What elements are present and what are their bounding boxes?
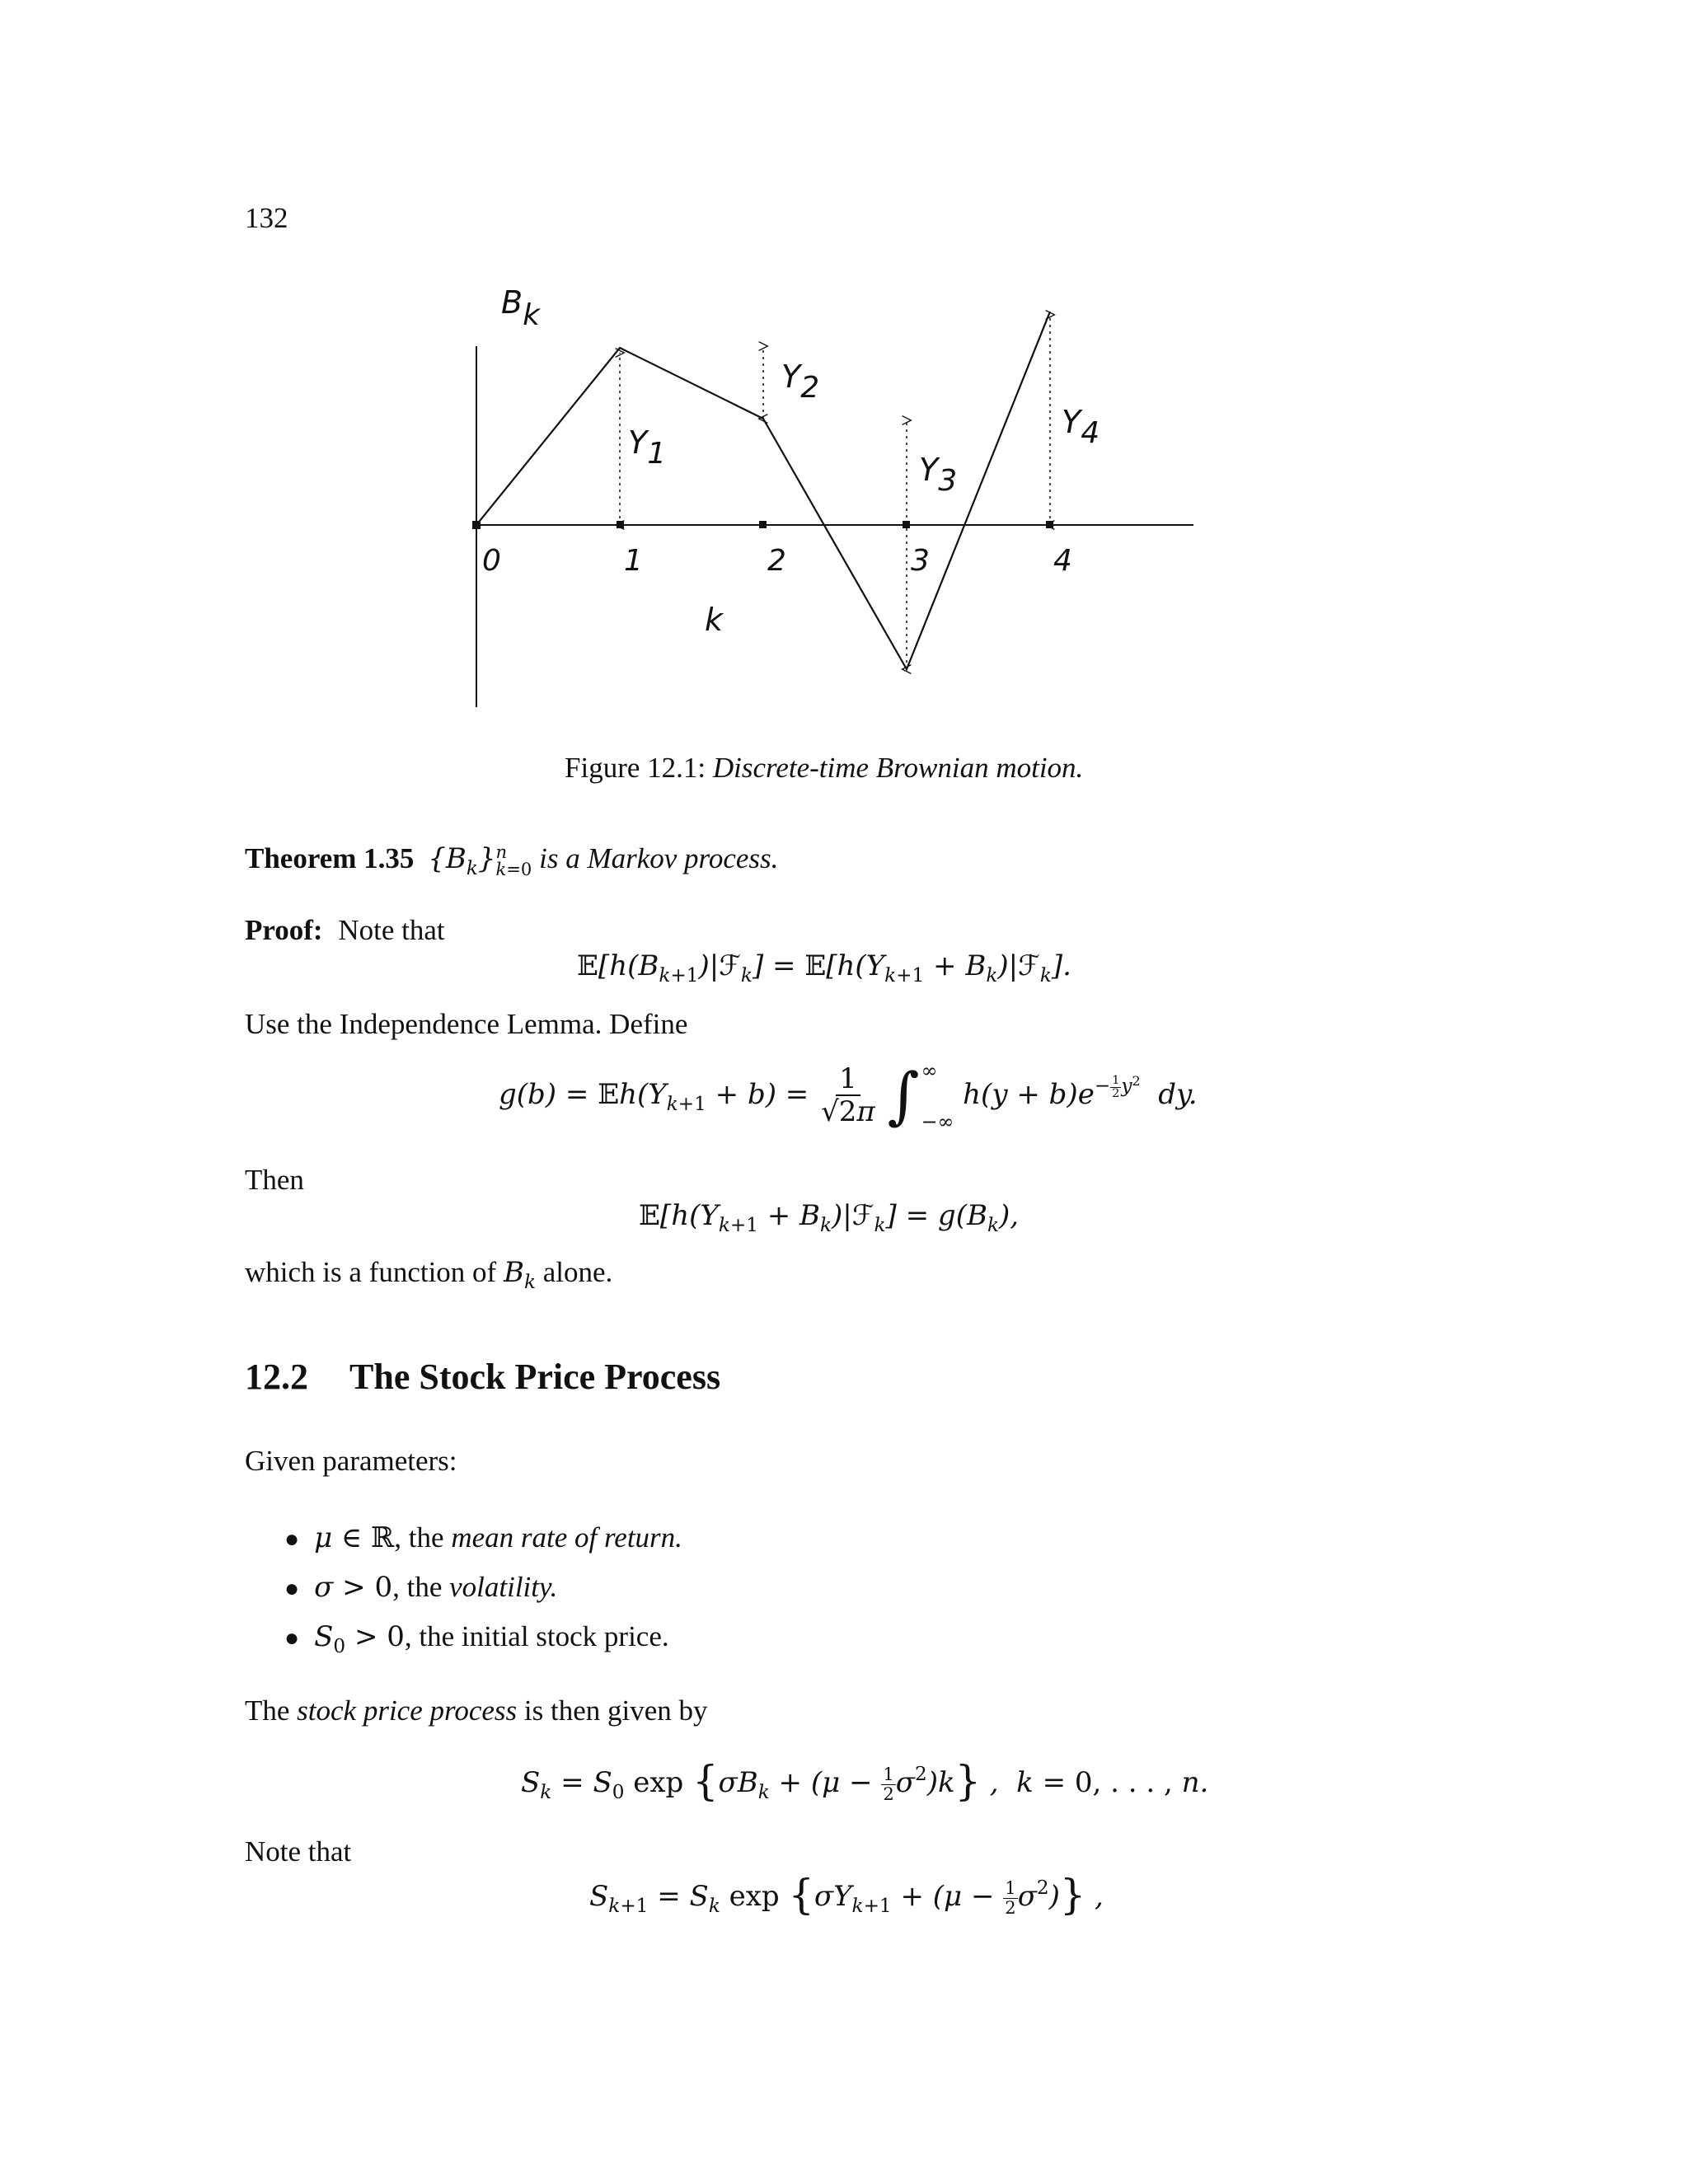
- given-parameters: Given parameters:: [245, 1445, 457, 1477]
- tick-label-4: 4: [1053, 544, 1072, 578]
- x-axis-label: k: [705, 602, 724, 638]
- tick-mark-2: [759, 521, 767, 528]
- increment-label-3: Y3: [919, 452, 958, 498]
- use-independence-lemma: Use the Independence Lemma. Define: [245, 1008, 688, 1040]
- section-heading: [245, 1356, 720, 1398]
- bullet-item-sigma: ● σ > 0, the volatility.: [284, 1571, 558, 1604]
- stock-price-intro: The stock price process is then given by: [245, 1694, 708, 1727]
- theorem-text: is a Markov process.: [539, 842, 779, 874]
- increment-label-2: Y2: [781, 359, 820, 405]
- equation-g-definition: $g(b) = 𝔼h(Y_{k+1} + b)$ = $\frac{1}{√2\pi}$ ∫ ∞ −∞ $h(y + b)e^{- \frac{1}{2} y^2}$ dy.: [499, 1059, 1198, 1133]
- proof-note-that: Note that: [338, 914, 445, 946]
- proof-label: Proof:: [245, 914, 323, 946]
- tick-label-1: 1: [624, 544, 643, 578]
- increment-label-4: Y4: [1062, 404, 1100, 450]
- figure-caption: [565, 751, 1083, 785]
- tick-label-2: 2: [767, 544, 786, 578]
- y-axis-label: Bk: [501, 288, 540, 332]
- equation-stock-price: $S_k = S_0$ $\exp \{\sigma B_k + (\mu$ − $\frac{1}{2}$ $\sigma^2)k$} , k = 0, . . . , n.: [521, 1757, 1209, 1805]
- page-number: 132: [245, 202, 288, 234]
- equation-g-of-bk: $𝔼[h(Y_{k+1}$ + $B_k)|ℱ_k] = g(B_k)$,: [639, 1199, 1020, 1237]
- section-number: 12.2: [245, 1357, 308, 1397]
- section-title: The Stock Price Process: [349, 1357, 721, 1397]
- bullet-item-s0: ● $S_0 > 0$, the initial stock price.: [284, 1620, 669, 1658]
- caption-text: Discrete-time Brownian motion.: [712, 752, 1084, 784]
- increment-label-1: Y1: [628, 424, 667, 471]
- theorem-label: Theorem 1.35: [245, 842, 415, 874]
- tick-label-3: 3: [911, 544, 930, 578]
- proof-intro: [245, 913, 445, 948]
- proof-then: Then: [245, 1164, 304, 1196]
- equation-conditional-expectation: $𝔼[h(B_{k+1})|ℱ_k]$ = $𝔼[h(Y_{k+1}$ + $B_k)|ℱ_k$].: [577, 949, 1071, 987]
- brownian-motion-figure: [462, 288, 1220, 717]
- proof-conclusion: which is a function of $B_k$ alone.: [245, 1256, 613, 1294]
- tick-label-0: 0: [482, 544, 501, 578]
- theorem-statement: Theorem 1.35 $\{B_k\}$ n k=0 is a Markov process.: [245, 841, 779, 880]
- note-that-2: Note that: [245, 1835, 352, 1868]
- equation-stock-recursion: $S_{k+1} = S_k$ $\exp \{\sigma Y_{k+1} + (\mu$ − $\frac{1}{2}$ $\sigma^2$)} ,: [589, 1871, 1104, 1919]
- bullet-item-mu: ● μ ∈ ℝ, the mean rate of return.: [284, 1521, 682, 1554]
- caption-prefix: Figure 12.1:: [565, 752, 706, 784]
